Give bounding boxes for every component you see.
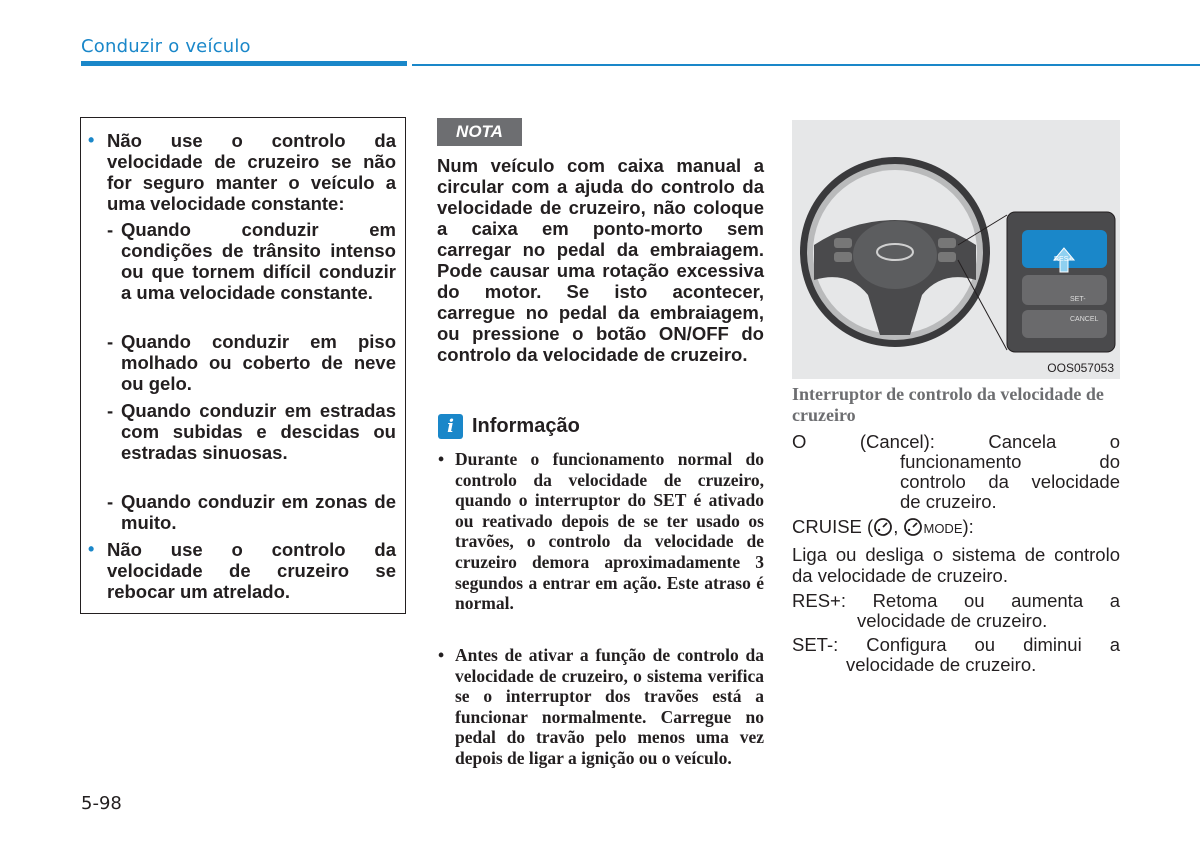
header-rule-thick [81, 61, 407, 66]
cancel-button-label: CANCEL [1070, 316, 1099, 323]
cruise-mode-icon [903, 517, 923, 537]
warning-bullet-2: • Não use o controlo da velocidade de cruzeiro se rebocar um atrelado. [88, 539, 396, 602]
res-line-1: RES+: Retoma ou aumenta a [792, 590, 1120, 611]
res-line-2: velocidade de cruzeiro. [857, 610, 1048, 631]
o-cancel-line: O (Cancel): Cancela o [792, 431, 1121, 452]
figure-code: OOS057053 [1047, 361, 1114, 375]
bullet-icon: • [88, 130, 95, 150]
cruise-line: CRUISE ( , MODE): [792, 516, 974, 537]
info-title: Informação [472, 415, 580, 437]
cruise-description: Liga ou desliga o sistema de controlo da velocidade de cruzeiro. [792, 544, 1120, 586]
steering-wheel-illustration [792, 120, 1120, 379]
header-rule-thin [412, 64, 1200, 66]
warning-sub-item: - Quando conduzir em zonas de muito. [107, 491, 396, 533]
info-item: • Durante o funcionamento normal do controlo da velocidade de cruzeiro, quando o interruptor do SET é ativado ou reativado depois de se ter usado os travões, o controlo da velocidade de cruzeiro demora aproximadamente 3 segundos a entrar em ação. Este atraso é normal. [438, 449, 764, 614]
info-item: • Antes de ativar a função de controlo da velocidade de cruzeiro, o sistema verifica se o interruptor dos travões está a funcionar normalmente. Carregue no pedal do travão pelo menos uma vez depois de ligar a ignição ou o veículo. [438, 645, 764, 768]
set-line-2: velocidade de cruzeiro. [846, 654, 1037, 675]
nota-text: Num veículo com caixa manual a circular com a ajuda do controlo da velocidade de cruzeiro, não coloque a caixa em ponto-morto sem carregar no pedal da embraiagem. Pode causar uma rotação excessiva do motor. Se isto acontecer, carregue no pedal da embraiagem, ou pressione o botão ON/OFF do controlo da velocidade de cruzeiro. [437, 155, 764, 365]
o-cancel-line-4: de cruzeiro. [900, 491, 997, 512]
warning-sub-item: - Quando conduzir em piso molhado ou coberto de neve ou gelo. [107, 331, 396, 394]
warning-bullet-1: • Não use o controlo da velocidade de cruzeiro se não for seguro manter o veículo a uma velocidade constante: [88, 130, 396, 214]
nota-badge: NOTA [437, 118, 522, 146]
warning-box [80, 117, 406, 614]
steering-wheel-figure [792, 120, 1120, 379]
set-line-1: SET-: Configura ou diminui a [792, 634, 1120, 655]
o-cancel-line-2: funcionamento do [900, 451, 1120, 472]
section-title: Conduzir o veículo [81, 36, 251, 57]
set-button-label: SET- [1070, 296, 1086, 303]
cruise-icon [873, 517, 893, 537]
bullet-icon: • [88, 539, 95, 559]
res-button-label: RES+ [1054, 256, 1073, 263]
page-number: 5-98 [81, 793, 122, 814]
warning-sub-item: - Quando conduzir em estradas com subidas e descidas ou estradas sinuosas. [107, 400, 396, 463]
o-cancel-line-3: controlo da velocidade [900, 471, 1120, 492]
info-icon: i [438, 414, 463, 439]
figure-caption: Interruptor de controlo da velocidade de cruzeiro [792, 384, 1104, 425]
warning-sub-item: - Quando conduzir em condições de trânsito intenso ou que tornem difícil conduzir a uma velocidade constante. [107, 219, 396, 303]
